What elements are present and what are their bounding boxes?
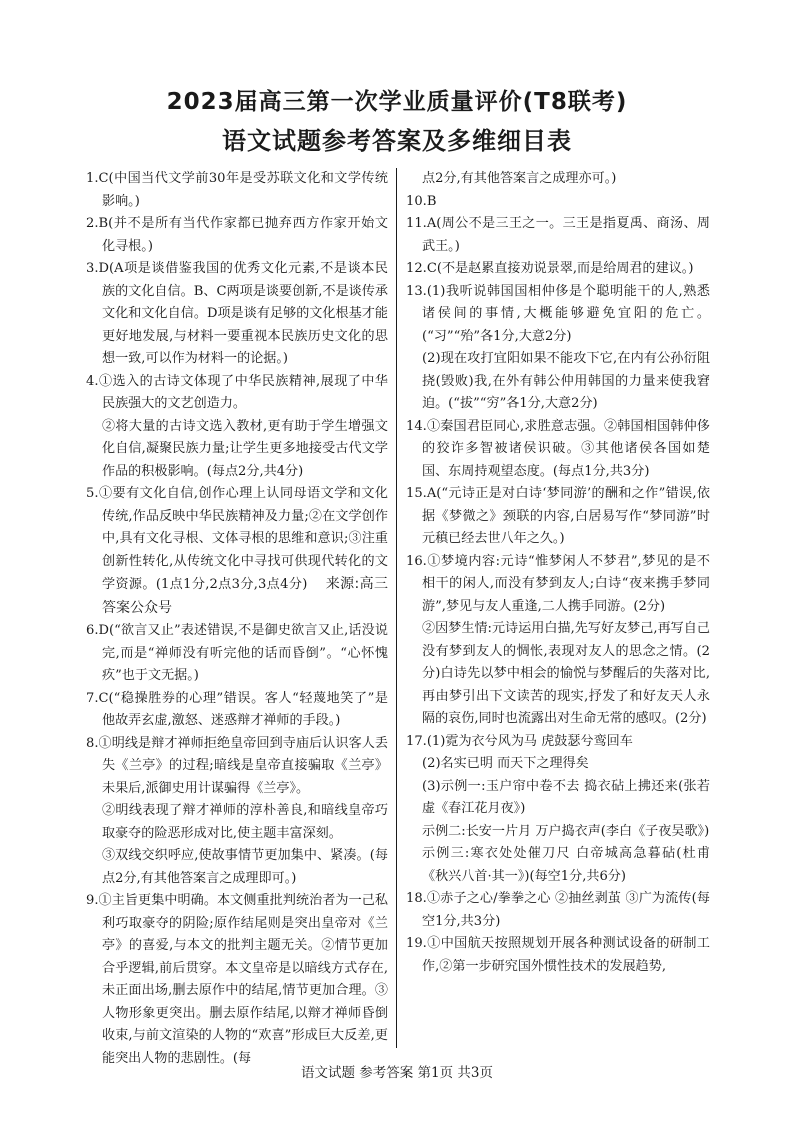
answer-6: 6.D(“欲言又止”表述错误,不是御史欲言又止,话没说完,而是“禅师没有听完他的话而昏倒”。“心怀愧疚”也于文无据。) bbox=[86, 623, 388, 683]
right-column bbox=[406, 168, 710, 978]
page-footer: 语文试题 参考答案 第1页 共3页 bbox=[300, 1065, 494, 1081]
answer-17-example-3: 示例三:寒衣处处催刀尺 白帝城高急暮砧(杜甫《秋兴八首·其一》)(每空1分,共6分) bbox=[422, 846, 710, 884]
answer-18: 18.①赤子之心/拳拳之心 ②抽丝剥茧 ③广为流传(每空1分,共3分) bbox=[406, 891, 710, 929]
answer-13-part-1: 13.(1)我听说韩国国相仲侈是个聪明能干的人,熟悉诸侯间的事情,大概能够避免宜阳的危亡。(“习”“殆”各1分,大意2分) bbox=[406, 283, 710, 344]
source-watermark: 来源:高三答案公众号 bbox=[102, 576, 388, 616]
answer-16-point-2: ②因梦生情:元诗运用白描,先写好友梦己,再写自己没有梦到友人的惆怅,表现对友人的思念之情。(2分)白诗先以梦中相会的愉悦与梦醒后的失落对比,再由梦引出下文读苦的现实,抒发了和好友天人永隔的哀伤,同时也流露出对生命无常的感叹。(2分) bbox=[422, 621, 710, 726]
answer-5-text: 5.①要有文化自信,创作心理上认同母语文学和文化传统,作品反映中华民族精神及力量;②在文学创作中,具有文化寻根、文体寻根的思维和意识;③注重创新性转化,从传统文化中寻找可供现代转化的文学资源。(1点1分,2点3分,3点4分) bbox=[86, 486, 388, 592]
page-title: 2023届高三第一次学业质量评价(T8联考) bbox=[166, 89, 628, 115]
answer-17-example-2: 示例二:长安一片月 万户捣衣声(李白《子夜吴歌》) bbox=[422, 823, 710, 839]
answer-7: 7.C(“稳操胜券的心理”错误。客人“轻蔑地笑了”是他故弄玄虚,激怒、迷惑辩才禅师的手段。) bbox=[86, 690, 388, 728]
answer-10: 10.B bbox=[406, 193, 437, 209]
answer-17-part-3: (3)示例一:玉户帘中卷不去 捣衣砧上拂还来(张若虚《春江花月夜》) bbox=[422, 778, 710, 816]
answer-5 bbox=[86, 483, 388, 620]
page-subtitle: 语文试题参考答案及多维细目表 bbox=[222, 127, 572, 155]
answer-8-point-3: ③双线交织呼应,使故事情节更加集中、紧凑。(每点2分,有其他答案言之成理即可。) bbox=[102, 848, 388, 886]
answer-12: 12.C(不是赵累直接劝说景翠,而是给周君的建议。) bbox=[406, 261, 694, 276]
answer-9: 9.①主旨更集中明确。本文侧重批判统治者为一己私利巧取豪夺的阴险;原作结尾则是突出皇帝对《兰亭》的喜爱,与本文的批判主题无关。②情节更加合乎逻辑,前后贯穿。本文皇帝是以暗线方式存在,未正面出场,删去原作中的结尾,情节更加合理。③人物形象更突出。删去原作结尾,以辩才禅师昏倒收束,与前文渲染的人物的“欢喜”形成巨大反差,更能突出人物的悲剧性。(每 bbox=[86, 893, 388, 1066]
answer-1: 1.C(中国当代文学前30年是受苏联文化和文学传统影响。) bbox=[86, 171, 388, 209]
answer-9-continued: 点2分,有其他答案言之成理亦可。) bbox=[422, 171, 617, 186]
answer-2: 2.B(并不是所有当代作家都已抛弃西方作家开始文化寻根。) bbox=[86, 216, 388, 254]
answer-15: 15.A(“元诗正是对白诗‘梦同游’的酬和之作”错误,依据《梦微之》颈联的内容,白居易写作“梦同游”时元稹已经去世八年之久。) bbox=[406, 486, 710, 546]
answer-4-point-1: 4.①选入的古诗文体现了中华民族精神,展现了中华民族强大的文艺创造力。 bbox=[86, 373, 388, 411]
answer-3: 3.D(A项是谈借鉴我国的优秀文化元素,不是谈本民族的文化自信。B、C两项是谈要创新,不是谈传承文化和文化自信。D项是谈有足够的文化根基才能更好地发展,与材料一要重视本民族历史文化的思想一致,可以作为材料一的论据。) bbox=[86, 261, 388, 366]
answer-14: 14.①秦国君臣同心,求胜意志强。②韩国相国韩仲侈的狡诈多智被诸侯识破。③其他诸侯各国如楚国、东周持观望态度。(每点1分,共3分) bbox=[406, 418, 710, 479]
answer-8-point-1: 8.①明线是辩才禅师拒绝皇帝回到寺庙后认识客人丢失《兰亭》的过程;暗线是皇帝直接骗取《兰亭》未果后,派御史用计谋骗得《兰亭》。 bbox=[86, 735, 388, 796]
answer-17-part-1: 17.(1)霓为衣兮风为马 虎鼓瑟兮鸾回车 bbox=[406, 733, 633, 749]
answer-4-point-2: ②将大量的古诗文选入教材,更有助于学生增强文化自信,凝聚民族力量;让学生更多地接受古代文学作品的积极影响。(每点2分,共4分) bbox=[102, 418, 388, 479]
answer-16-point-1: 16.①梦境内容:元诗“惟梦闲人不梦君”,梦见的是不相干的闲人,而没有梦到友人;白诗“夜来携手梦同游”,梦见与友人重逢,二人携手同游。(2分) bbox=[406, 553, 710, 614]
answer-19: 19.①中国航天按照规划开展各种测试设备的研制工作,②第一步研究国外惯性技术的发展趋势, bbox=[406, 936, 710, 974]
answer-11: 11.A(周公不是三王之一。三王是指夏禹、商汤、周武王。) bbox=[406, 216, 710, 254]
answer-17-part-2: (2)名实已明 而天下之理得矣 bbox=[422, 756, 589, 771]
left-column bbox=[86, 168, 388, 1070]
column-divider bbox=[396, 168, 397, 1048]
answer-8-point-2: ②明线表现了辩才禅师的淳朴善良,和暗线皇帝巧取豪夺的险恶形成对比,使主题丰富深刻。 bbox=[102, 803, 388, 841]
answer-13-part-2: (2)现在攻打宜阳如果不能攻下它,在内有公孙衍阻挠(毁败)我,在外有韩公仲用韩国的力量来使我窘迫。(“拔”“穷”各1分,大意2分) bbox=[422, 351, 710, 411]
